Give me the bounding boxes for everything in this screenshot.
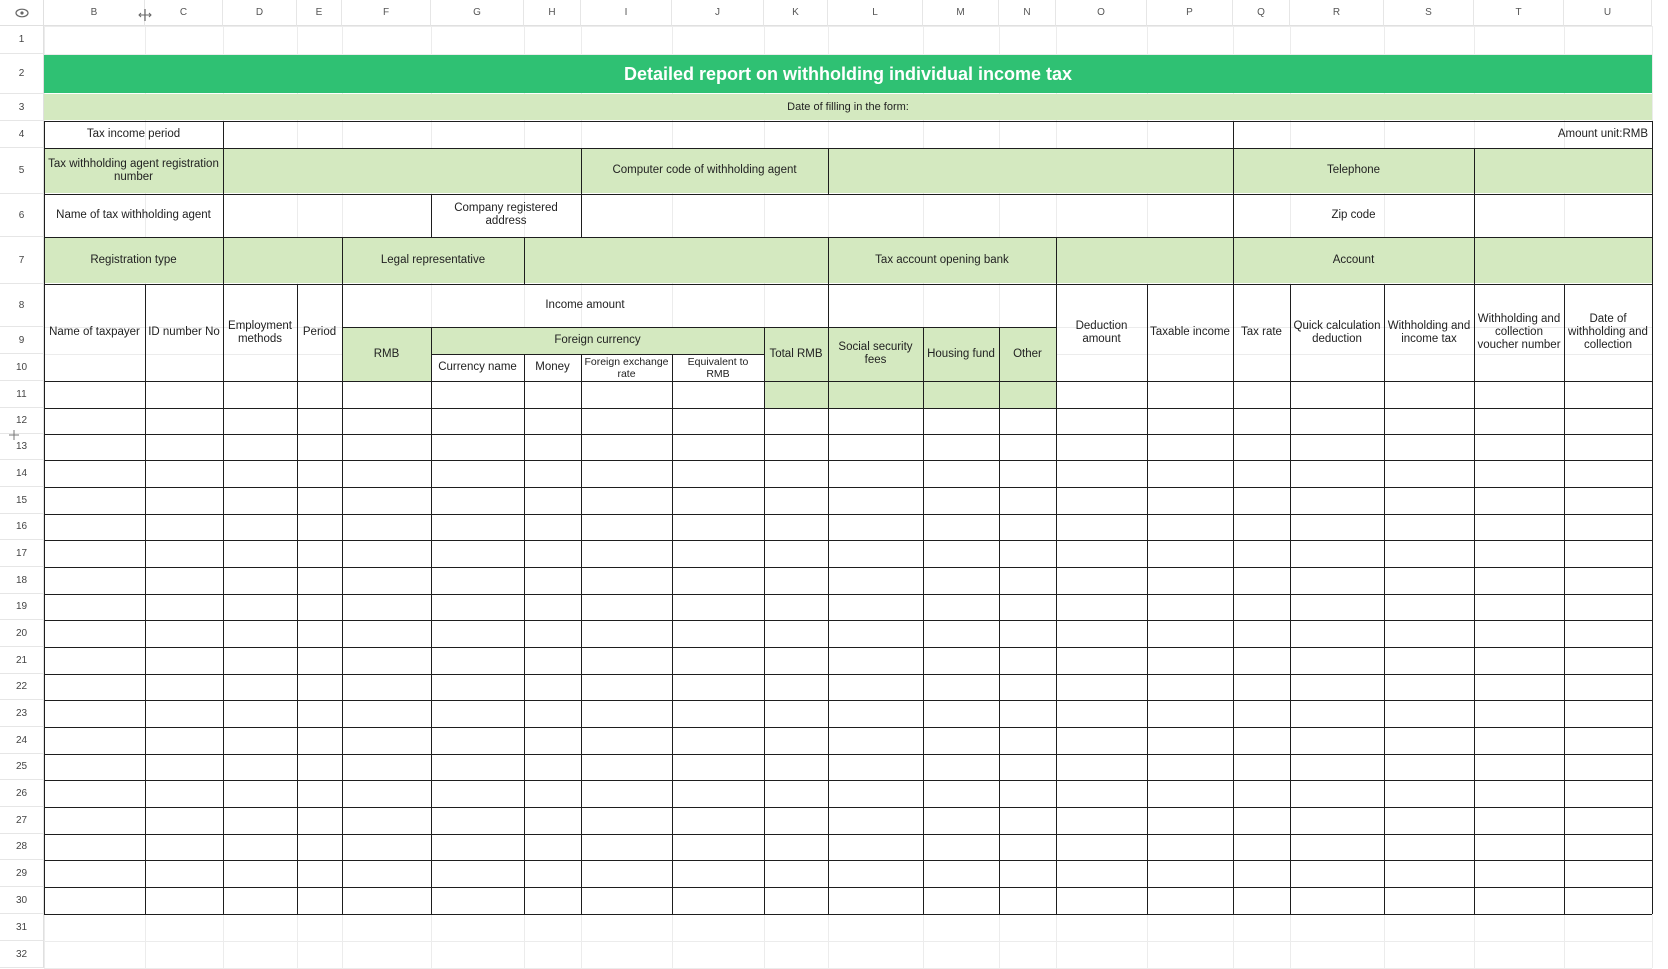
row-header-29[interactable]: 29 [0,860,44,887]
row-header-4[interactable]: 4 [0,121,44,148]
table-border-line [1233,148,1234,194]
row-header-6[interactable]: 6 [0,194,44,237]
table-border-line [223,237,224,284]
table-border-line [1474,237,1475,284]
table-border-line [44,727,1652,728]
table-border-line [342,237,343,284]
table-border-line [581,194,582,237]
header-taxable-income[interactable]: Taxable income [1150,326,1230,338]
table-border-line [1384,284,1385,914]
row-header-9[interactable]: 9 [0,327,44,354]
agent-registration-label[interactable]: Tax withholding agent registration number [44,148,223,193]
table-border-line [1233,237,1234,284]
table-border-line [44,434,1652,435]
table-border-line [828,148,829,194]
header-employment-methods[interactable]: Employment methods [228,319,292,345]
header-deduction-group[interactable] [828,284,1056,327]
header-period[interactable]: Period [302,326,337,338]
header-housing-fund[interactable]: Housing fund [923,327,999,381]
row-header-1[interactable]: 1 [0,26,44,54]
column-header-m[interactable]: M [923,0,999,26]
header-withholding-tax[interactable]: Withholding and income tax [1387,319,1471,345]
computer-code-label[interactable]: Computer code of withholding agent [581,148,828,193]
telephone-label[interactable]: Telephone [1233,148,1474,193]
table-border-line [44,237,1652,238]
table-border-line [44,754,1652,755]
table-border-line [1290,284,1291,914]
date-filling-label[interactable]: Date of filling in the form: [44,94,1652,120]
agent-registration-value[interactable] [223,148,581,193]
row-header-19[interactable]: 19 [0,594,44,620]
column-header-g[interactable]: G [431,0,524,26]
row-header-21[interactable]: 21 [0,647,44,674]
table-border-line [297,284,298,914]
row-header-13[interactable]: 13 [0,434,44,460]
table-border-line [44,674,1652,675]
header-date-withholding[interactable]: Date of withholding and collection [1568,313,1648,351]
table-border-line [44,381,1652,382]
tax-income-period-value[interactable] [223,121,1233,147]
telephone-value[interactable] [1474,148,1652,193]
column-header-t[interactable]: T [1474,0,1564,26]
column-header-f[interactable]: F [342,0,431,26]
column-header-e[interactable]: E [297,0,342,26]
header-deduction-amount[interactable]: Deduction amount [1075,319,1128,345]
row-header-23[interactable]: 23 [0,700,44,727]
column-header-b[interactable]: B [44,0,145,26]
table-border-line [44,780,1652,781]
header-foreign-currency[interactable]: Foreign currency [431,327,764,354]
subtotal-green-cells[interactable] [764,381,1056,408]
table-border-line [44,121,1652,122]
table-border-line [44,540,1652,541]
table-border-line [1056,284,1057,914]
table-border-line [44,594,1652,595]
header-currency-name[interactable]: Currency name [438,361,517,373]
row-header-24[interactable]: 24 [0,727,44,754]
row-header-26[interactable]: 26 [0,780,44,807]
column-header-p[interactable]: P [1147,0,1233,26]
row-header-7[interactable]: 7 [0,237,44,284]
header-income-amount[interactable]: Income amount [545,299,625,311]
table-border-line [1652,121,1653,914]
table-border-line [828,284,829,914]
row-header-16[interactable]: 16 [0,514,44,540]
zip-code-value[interactable] [1474,194,1652,236]
column-header-r[interactable]: R [1290,0,1384,26]
gridline-horizontal [44,941,1652,942]
table-border-line [1474,148,1475,194]
header-tax-rate[interactable]: Tax rate [1241,326,1282,338]
tax-bank-value[interactable] [1056,237,1233,283]
tax-bank-label[interactable]: Tax account opening bank [828,237,1056,283]
table-border-line [44,408,1652,409]
row-header-14[interactable]: 14 [0,460,44,487]
table-border-line [44,860,1652,861]
row-header-30[interactable]: 30 [0,887,44,914]
legal-representative-label[interactable]: Legal representative [342,237,524,283]
table-border-line [44,487,1652,488]
table-border-line [44,887,1652,888]
table-border-line [431,354,764,355]
table-border-line [44,514,1652,515]
eye-icon[interactable] [0,0,44,26]
table-border-line [44,620,1652,621]
table-border-line [1056,237,1057,284]
zip-code-label[interactable]: Zip code [1331,208,1376,221]
row-header-15[interactable]: 15 [0,487,44,514]
row-header-27[interactable]: 27 [0,807,44,834]
table-border-line [44,148,1652,149]
header-quick-deduction[interactable]: Quick calculation deduction [1293,319,1381,345]
row-header-31[interactable]: 31 [0,914,44,941]
column-header-d[interactable]: D [223,0,297,26]
column-header-s[interactable]: S [1384,0,1474,26]
table-border-line [1233,194,1234,237]
header-other[interactable]: Other [999,327,1056,381]
table-border-line [342,327,1056,328]
account-label[interactable]: Account [1233,237,1474,283]
table-border-line [1564,284,1565,914]
header-exchange-rate[interactable]: Foreign exchange rate [584,355,669,380]
row-header-5[interactable]: 5 [0,148,44,194]
column-header-l[interactable]: L [828,0,923,26]
table-border-line [44,194,1652,195]
row-header-2[interactable]: 2 [0,54,44,94]
legal-representative-value[interactable] [524,237,828,283]
row-header-25[interactable]: 25 [0,754,44,780]
table-border-line [44,700,1652,701]
amount-unit-label[interactable]: Amount unit:RMB [1557,127,1648,140]
table-border-line [223,194,224,237]
company-address-label[interactable]: Company registered address [454,202,558,227]
row-header-10[interactable]: 10 [0,354,44,381]
column-header-j[interactable]: J [672,0,764,26]
header-equivalent-rmb[interactable]: Equivalent to RMB [687,355,749,380]
table-border-line [145,284,146,914]
table-border-line [1233,284,1234,914]
table-border-line [431,194,432,237]
table-border-line [44,807,1652,808]
report-title[interactable]: Detailed report on withholding individual income tax [44,55,1652,93]
header-rmb[interactable]: RMB [342,327,431,381]
agent-name-value[interactable] [223,194,431,236]
column-header-u[interactable]: U [1564,0,1652,26]
row-header-17[interactable]: 17 [0,540,44,567]
row-header-11[interactable]: 11 [0,381,44,408]
row-header-28[interactable]: 28 [0,834,44,860]
table-border-line [44,121,45,914]
table-border-line [524,354,525,914]
table-border-line [828,237,829,284]
header-name-of-taxpayer[interactable]: Name of taxpayer [49,326,140,338]
table-border-line [44,567,1652,568]
column-header-h[interactable]: H [524,0,581,26]
table-border-line [44,284,1652,285]
table-border-line [223,284,224,914]
registration-type-value[interactable] [223,237,342,283]
agent-name-label[interactable]: Name of tax withholding agent [56,208,211,221]
row-header-18[interactable]: 18 [0,567,44,594]
row-header-32[interactable]: 32 [0,941,44,968]
registration-type-label[interactable]: Registration type [44,237,223,283]
table-border-line [524,237,525,284]
column-header-c[interactable]: C [145,0,223,26]
column-resize-icon[interactable] [138,8,152,22]
column-header-n[interactable]: N [999,0,1056,26]
table-border-line [342,284,343,914]
table-border-line [672,354,673,914]
table-border-line [1474,194,1475,237]
column-header-q[interactable]: Q [1233,0,1290,26]
header-id-number[interactable]: ID number No [148,326,220,338]
row-resize-icon[interactable] [8,428,20,440]
column-header-k[interactable]: K [764,0,828,26]
table-border-line [44,834,1652,835]
account-value[interactable] [1474,237,1652,283]
row-header-20[interactable]: 20 [0,620,44,647]
table-border-line [581,354,582,914]
column-header-i[interactable]: I [581,0,672,26]
row-header-22[interactable]: 22 [0,674,44,700]
gridline-horizontal [44,26,1652,27]
row-header-12[interactable]: 12 [0,408,44,434]
header-money[interactable]: Money [535,361,570,373]
table-border-line [223,121,224,148]
table-border-line [581,148,582,194]
header-social-security[interactable]: Social security fees [828,327,923,381]
table-border-line [44,647,1652,648]
tax-income-period-label[interactable]: Tax income period [86,127,181,140]
table-border-line [1474,284,1475,914]
table-border-line [223,148,224,194]
company-address-value[interactable] [581,194,1233,236]
row-header-8[interactable]: 8 [0,284,44,327]
header-voucher-number[interactable]: Withholding and collection voucher number [1477,313,1561,351]
row-header-3[interactable]: 3 [0,94,44,121]
header-total-rmb[interactable]: Total RMB [764,327,828,381]
table-border-line [1147,284,1148,914]
table-border-line [44,460,1652,461]
column-header-o[interactable]: O [1056,0,1147,26]
computer-code-value[interactable] [828,148,1233,193]
table-border-line [1233,121,1234,148]
table-border-line [44,914,1652,915]
